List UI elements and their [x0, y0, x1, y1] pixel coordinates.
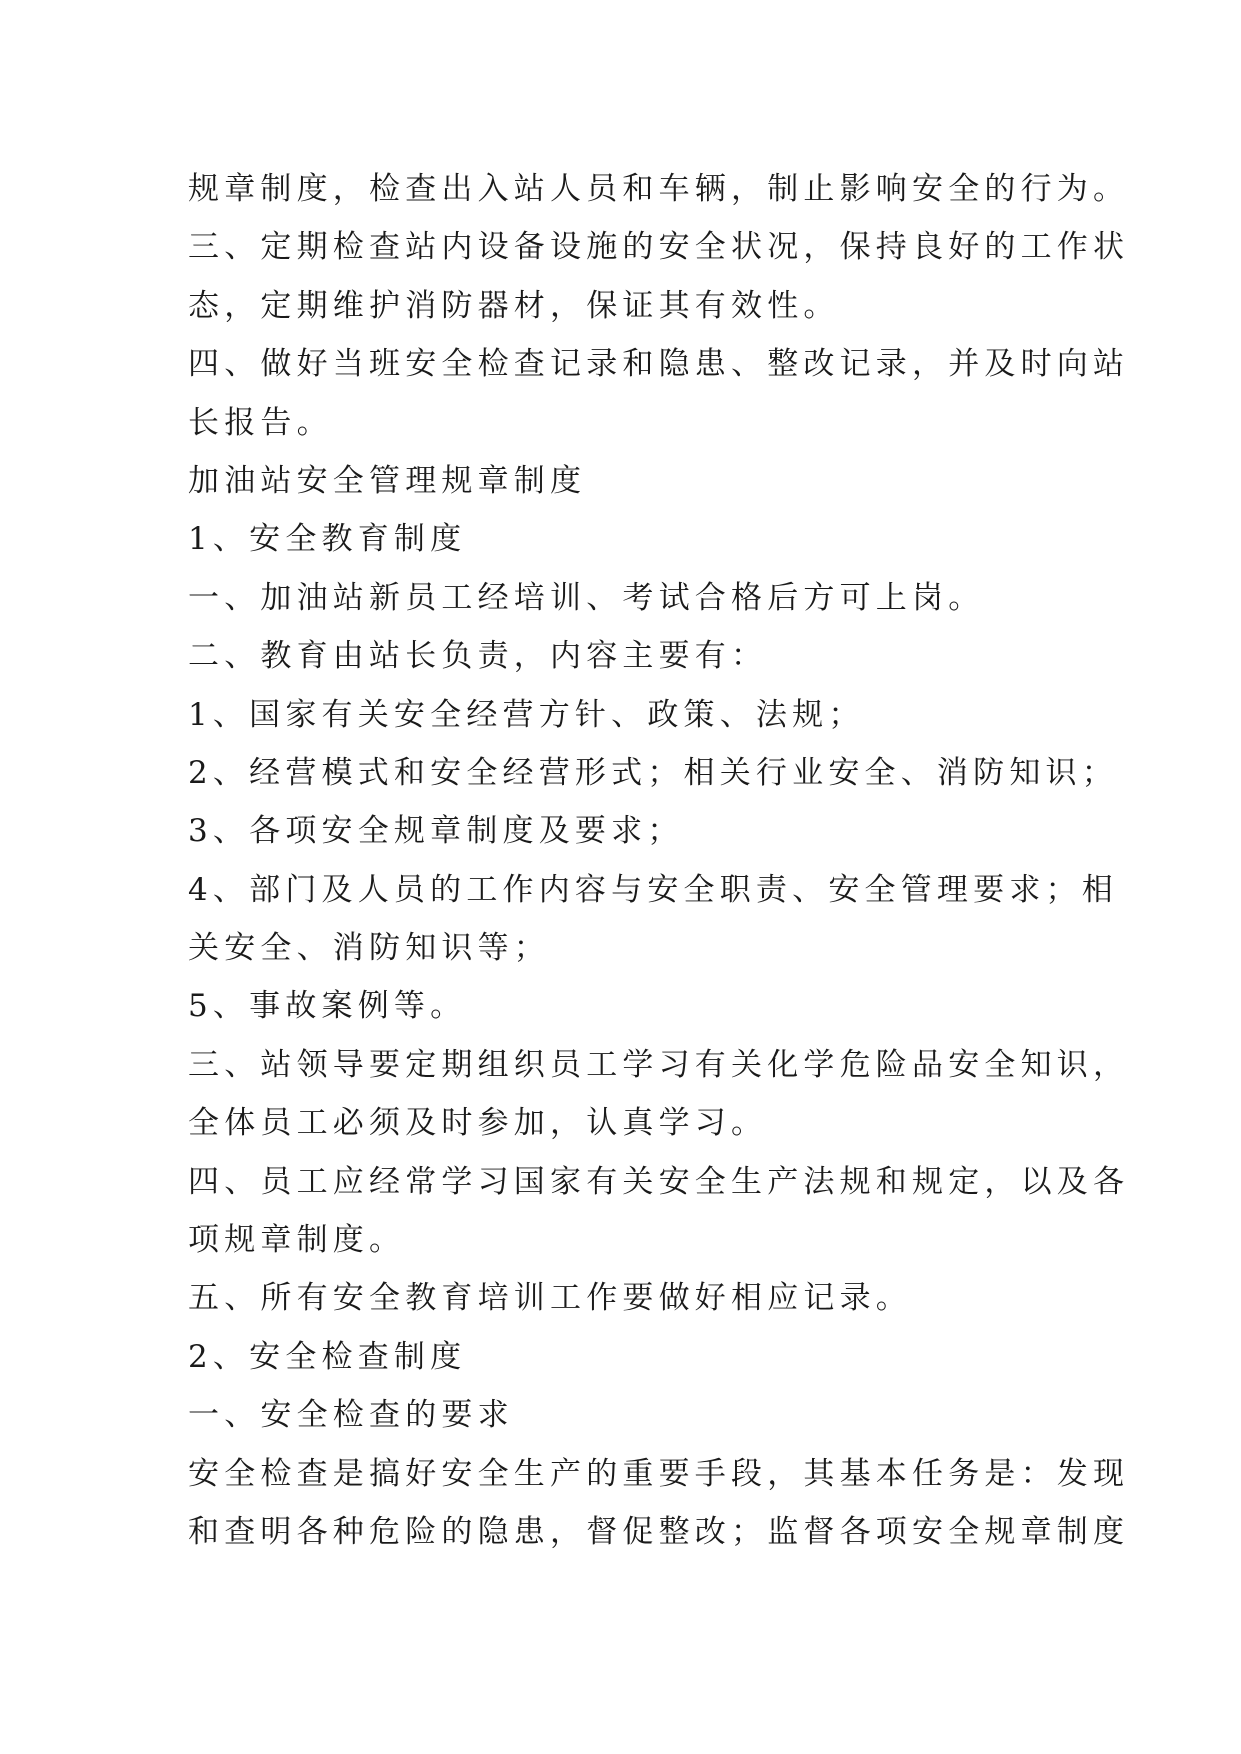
- text-line: 和查明各种危险的隐患，督促整改；监督各项安全规章制度: [188, 1513, 1130, 1550]
- text-line: 一、加油站新员工经培训、考试合格后方可上岗。: [188, 579, 985, 616]
- text-line: 一、安全检查的要求: [188, 1397, 514, 1434]
- text-line: 项规章制度。: [188, 1222, 406, 1259]
- subsection-heading: 2、安全检查制度: [188, 1338, 467, 1375]
- list-item: 2、经营模式和安全经营形式；相关行业安全、消防知识；: [188, 754, 1118, 791]
- list-item: 5、事故案例等。: [188, 988, 467, 1025]
- text-line: 规章制度，检查出入站人员和车辆，制止影响安全的行为。: [188, 171, 1130, 207]
- text-line: 四、做好当班安全检查记录和隐患、整改记录，并及时向站: [188, 346, 1130, 383]
- text-line: 态，定期维护消防器材，保证其有效性。: [188, 287, 840, 324]
- text-line: 二、教育由站长负责，内容主要有：: [188, 638, 768, 675]
- list-item: 1、国家有关安全经营方针、政策、法规；: [188, 696, 865, 733]
- text-line: 五、所有安全教育培训工作要做好相应记录。: [188, 1280, 912, 1317]
- subsection-heading: 1、安全教育制度: [188, 521, 467, 558]
- text-line: 安全检查是搞好安全生产的重要手段，其基本任务是：发现: [188, 1455, 1130, 1492]
- text-line: 四、员工应经常学习国家有关安全生产法规和规定，以及各: [188, 1163, 1130, 1200]
- section-title: 加油站安全管理规章制度: [188, 462, 587, 499]
- list-item: 3、各项安全规章制度及要求；: [188, 813, 684, 850]
- text-line: 三、定期检查站内设备设施的安全状况，保持良好的工作状: [188, 229, 1130, 266]
- text-line: 全体员工必须及时参加，认真学习。: [188, 1105, 768, 1142]
- document-body: [188, 160, 1130, 1561]
- text-line: 长报告。: [188, 404, 333, 441]
- text-line: 三、站领导要定期组织员工学习有关化学危险品安全知识，: [188, 1046, 1130, 1083]
- list-item: 4、部门及人员的工作内容与安全职责、安全管理要求；相: [188, 871, 1118, 908]
- text-line: 关安全、消防知识等；: [188, 930, 550, 967]
